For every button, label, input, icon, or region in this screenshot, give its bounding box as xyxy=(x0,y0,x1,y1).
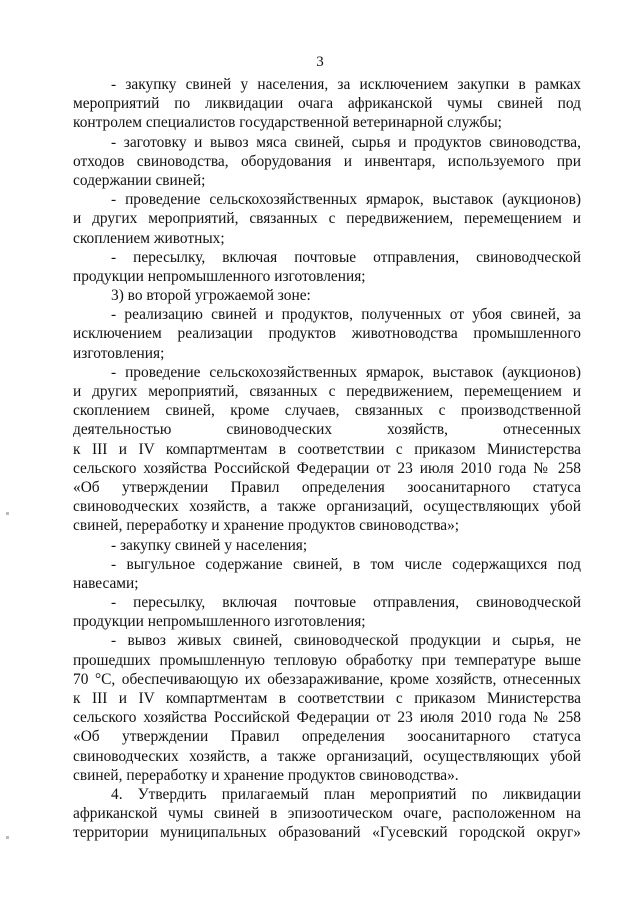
text-line: сельского хозяйства Российской Федерации от 23 июля 2010 года № 258 xyxy=(73,709,581,727)
text-line: свиней, переработку и хранение продуктов свиноводства»; xyxy=(73,517,460,535)
text-line: продукции непромышленного изготовления; xyxy=(73,267,366,285)
text-line: мероприятий по ликвидации очага африканской чумы свиней под xyxy=(73,95,581,113)
scan-speck xyxy=(6,512,9,515)
text-line: территории муниципальных образований «Гусевский городской округ» xyxy=(73,824,581,842)
text-line: к III и IV компартментам в соответствии с приказом Министерства xyxy=(73,440,581,458)
text-line: навесами; xyxy=(73,574,139,592)
scan-speck xyxy=(6,836,9,839)
text-line: «Об утверждении Правил определения зоосанитарного статуса xyxy=(73,478,581,496)
text-line: - пересылку, включая почтовые отправления, свиноводческой xyxy=(111,248,581,266)
text-line: отходов свиноводства, оборудования и инвентаря, используемого при xyxy=(73,152,581,170)
text-line: прошедших промышленную тепловую обработку при температуре выше xyxy=(73,651,581,669)
text-line: - проведение сельскохозяйственных ярмарок, выставок (аукционов) xyxy=(111,191,581,209)
text-line: - закупку свиней у населения, за исключением закупки в рамках xyxy=(111,76,581,93)
text-line: скоплением животных; xyxy=(73,229,225,247)
page-number: 3 xyxy=(316,54,324,70)
text-line: - вывоз живых свиней, свиноводческой продукции и сырья, не xyxy=(111,632,581,650)
text-line: исключением реализации продуктов животноводства промышленного xyxy=(73,325,581,343)
body-text xyxy=(73,75,581,843)
text-line: сельского хозяйства Российской Федерации от 23 июля 2010 года № 258 xyxy=(73,459,581,477)
text-line: свиней, переработку и хранение продуктов свиноводства». xyxy=(73,766,459,784)
text-line: - пересылку, включая почтовые отправления, свиноводческой xyxy=(111,594,581,612)
text-line: и других мероприятий, связанных с передвижением, перемещением и xyxy=(73,210,581,228)
text-line: - выгульное содержание свиней, в том числе содержащихся под xyxy=(111,555,581,573)
text-line: изготовления; xyxy=(73,344,165,362)
text-line: 3) во второй угрожаемой зоне: xyxy=(111,287,311,305)
text-line: содержании свиней; xyxy=(73,171,206,189)
text-line: деятельностью свиноводческих хозяйств, отнесенных xyxy=(73,421,581,439)
text-line: к III и IV компартментам в соответствии с приказом Министерства xyxy=(73,690,581,707)
text-line: - реализацию свиней и продуктов, полученных от убоя свиней, за xyxy=(111,306,581,324)
text-line: скоплением свиней, кроме случаев, связанных с производственной xyxy=(73,402,581,420)
text-line: 4. Утвердить прилагаемый план мероприятий по ликвидации xyxy=(111,785,581,803)
text-line: продукции непромышленного изготовления; xyxy=(73,613,366,631)
text-line: «Об утверждении Правил определения зоосанитарного статуса xyxy=(73,728,581,746)
text-line: - заготовку и вывоз мяса свиней, сырья и продуктов свиноводства, xyxy=(111,133,581,151)
text-line: 70 °С, обеспечивающую их обеззараживание, кроме хозяйств, отнесенных xyxy=(73,670,581,688)
text-line: и других мероприятий, связанных с передвижением, перемещением и xyxy=(73,383,581,400)
text-line: африканской чумы свиней в эпизоотическом очаге, расположенном на xyxy=(73,805,581,823)
text-line: - проведение сельскохозяйственных ярмарок, выставок (аукционов) xyxy=(111,363,581,381)
text-line: свиноводческих хозяйств, а также организаций, осуществляющих убой xyxy=(73,498,581,516)
text-line: контролем специалистов государственной ветеринарной службы; xyxy=(73,114,502,132)
text-line: свиноводческих хозяйств, а также организаций, осуществляющих убой xyxy=(73,747,581,765)
text-line: - закупку свиней у населения; xyxy=(111,536,308,554)
